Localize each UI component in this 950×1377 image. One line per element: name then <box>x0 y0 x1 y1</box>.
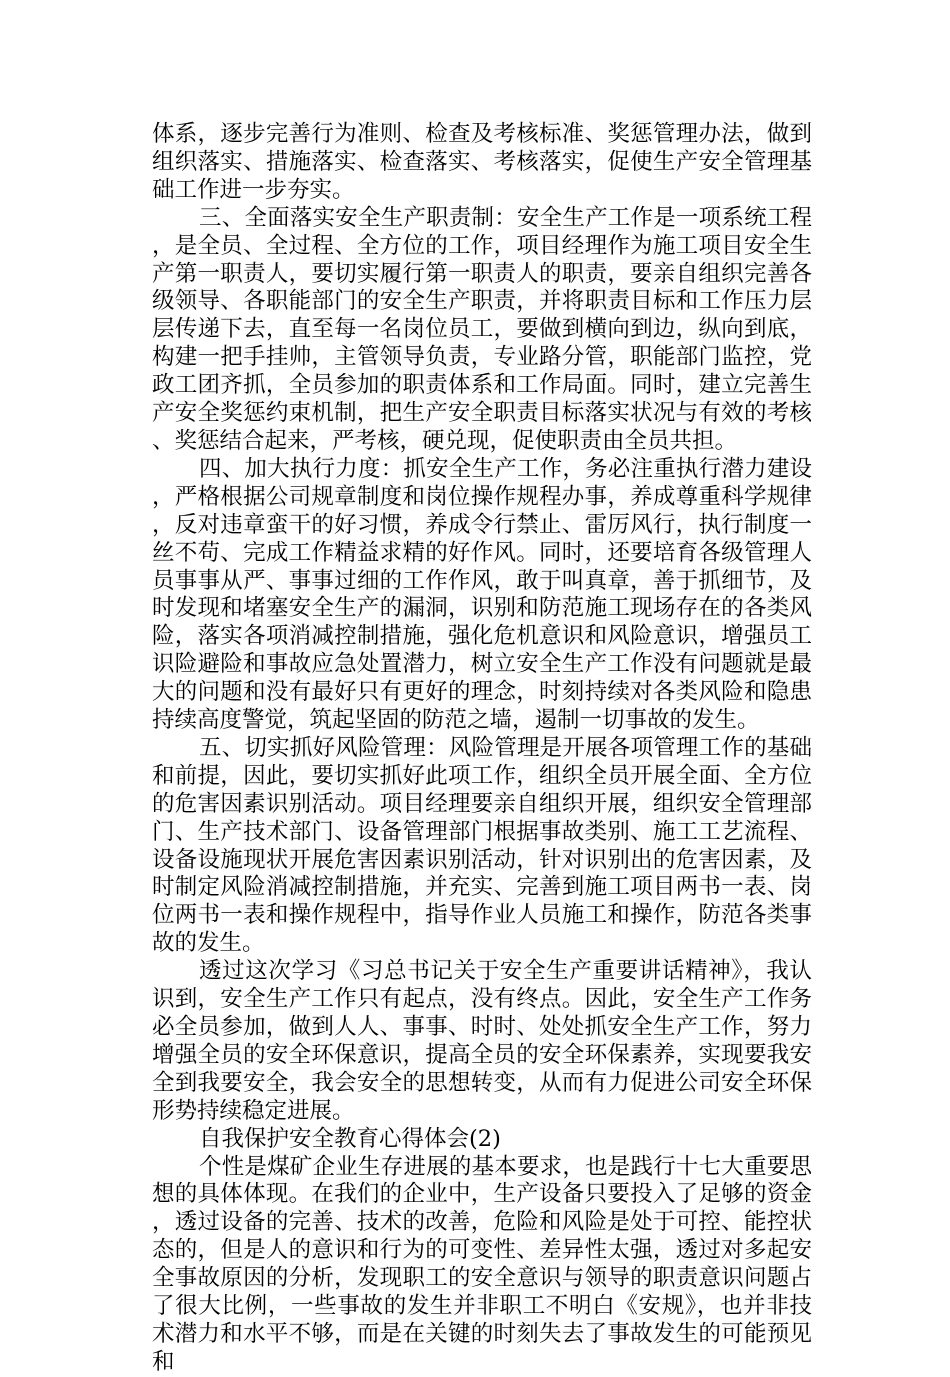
paragraph-coal-mine-safety: 个性是煤矿企业生存进展的基本要求，也是践行十七大重要思想的具体体现。在我们的企业中，生产设备只要投入了足够的资金，透过设备的完善、技术的改善，危险和风险是处于可控、能控状态的，但是人的意识和行为的可变性、差异性太强，透过对多起安全事故原因的分析，发现职工的安全意识与领导的职责意识问题占了很大比例，一些事故的发生并非职工不明白《安规》，也并非技术潜力和水平不够，而是在关键的时刻失去了事故发生的可能预见和 <box>152 1153 812 1375</box>
paragraph-section-three-responsibility: 三、全面落实安全生产职责制：安全生产工作是一项系统工程，是全员、全过程、全方位的工作，项目经理作为施工项目安全生产第一职责人，要切实履行第一职责人的职责，要亲自组织完善各级领导、各职能部门的安全生产职责，并将职责目标和工作压力层层传递下去，直至每一名岗位员工，要做到横向到边，纵向到底，构建一把手挂帅，主管领导负责，专业路分管，职能部门监控，党政工团齐抓，全员参加的职责体系和工作局面。同时，建立完善生产安全奖惩约束机制，把生产安全职责目标落实状况与有效的考核、奖惩结合起来，严考核，硬兑现，促使职责由全员共担。 <box>152 204 812 454</box>
paragraph-study-conclusion: 透过这次学习《习总书记关于安全生产重要讲话精神》，我认识到，安全生产工作只有起点，没有终点。因此，安全生产工作务必全员参加，做到人人、事事、时时、处处抓安全生产工作，努力增强全员的安全环保意识，提高全员的安全环保素养，实现要我安全到我要安全，我会安全的思想转变，从而有力促进公司安全环保形势持续稳定进展。 <box>152 958 812 1124</box>
section-heading-part-two: 自我保护安全教育心得体会(2) <box>199 1125 501 1152</box>
paragraph-section-four-execution: 四、加大执行力度：抓安全生产工作，务必注重执行潜力建设，严格根据公司规章制度和岗位操作规程办事，养成尊重科学规律，反对违章蛮干的好习惯，养成令行禁止、雷厉风行，执行制度一丝不苟、完成工作精益求精的好作风。同时，还要培育各级管理人员事事从严、事事过细的工作作风，敢于叫真章，善于抓细节，及时发现和堵塞安全生产的漏洞，识别和防范施工现场存在的各类风险，落实各项消减控制措施，强化危机意识和风险意识，增强员工识险避险和事故应急处置潜力，树立安全生产工作没有问题就是最大的问题和没有最好只有更好的理念，时刻持续对各类风险和隐患持续高度警觉，筑起坚固的防范之墙，遏制一切事故的发生。 <box>152 455 812 734</box>
paragraph-section-five-risk-management: 五、切实抓好风险管理：风险管理是开展各项管理工作的基础和前提，因此，要切实抓好此项工作，组织全员开展全面、全方位的危害因素识别活动。项目经理要亲自组织开展，组织安全管理部门、生产技术部门、设备管理部门根据事故类别、施工工艺流程、设备设施现状开展危害因素识别活动，针对识别出的危害因素，及时制定风险消减控制措施，并充实、完善到施工项目两书一表、岗位两书一表和操作规程中，指导作业人员施工和操作，防范各类事故的发生。 <box>152 734 812 957</box>
document-body <box>152 121 812 1377</box>
paragraph-safety-system-continued: 体系，逐步完善行为准则、检查及考核标准、奖惩管理办法，做到组织落实、措施落实、检查落实、考核落实，促使生产安全管理基础工作进一步夯实。 <box>152 121 812 203</box>
